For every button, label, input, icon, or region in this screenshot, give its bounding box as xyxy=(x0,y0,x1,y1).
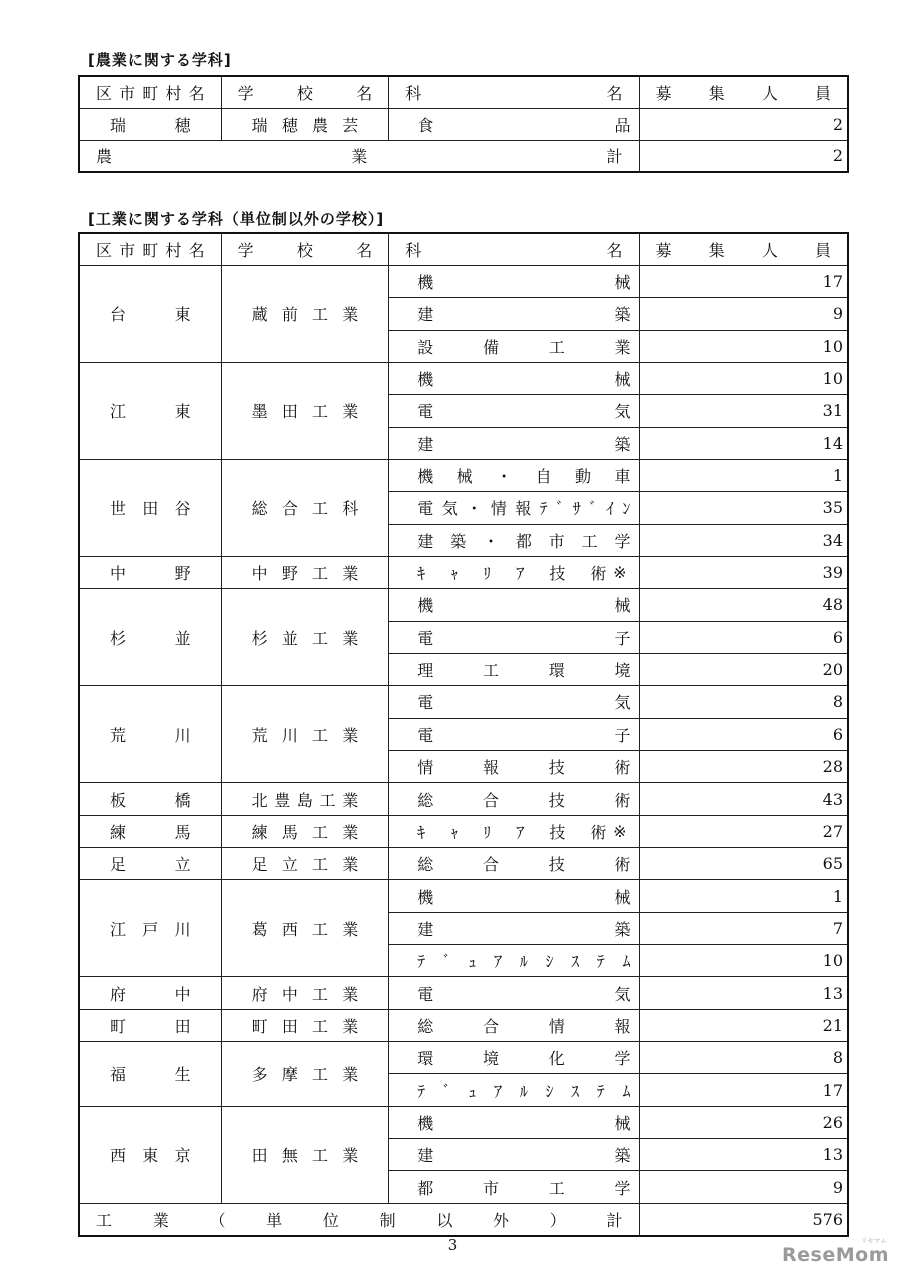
school-cell: 府 中 工 業 xyxy=(221,977,389,1009)
total-row xyxy=(79,140,848,172)
course-cell xyxy=(389,1074,639,1106)
course-name: 機 械 xyxy=(417,887,631,907)
count-cell: 6 xyxy=(639,718,848,750)
count-cell: 6 xyxy=(639,621,848,653)
course-name: 建 築 xyxy=(417,1146,631,1166)
count-cell: 17 xyxy=(639,1074,848,1106)
course-name: 電 気 xyxy=(417,984,631,1004)
course-name: 建 築 xyxy=(417,919,631,939)
agriculture-section-title: [農業に関する学科] xyxy=(88,51,232,69)
header-count: 募 集 人 員 xyxy=(639,233,848,265)
school-cell: 蔵 前 工 業 xyxy=(221,265,389,362)
table-row xyxy=(79,977,848,1009)
count-cell: 28 xyxy=(639,751,848,783)
course-name: 電 子 xyxy=(417,725,631,745)
course-cell xyxy=(389,718,639,750)
note-mark: ※ xyxy=(613,563,627,583)
course-name: 機 械 xyxy=(417,1113,631,1133)
course-cell xyxy=(389,1171,639,1203)
course-name: 電 気 xyxy=(417,402,631,422)
table-row xyxy=(79,108,848,140)
logo-subtext: リセマム xyxy=(861,1238,887,1245)
area-cell: 中 野 xyxy=(79,556,221,588)
course-cell xyxy=(389,298,639,330)
school-cell: 中 野 工 業 xyxy=(221,556,389,588)
course-cell xyxy=(389,686,639,718)
course-name: ｷ ｬ ﾘ ｱ 技 術 xyxy=(417,822,607,842)
school-cell: 北 豊 島 工 業 xyxy=(221,783,389,815)
course-cell xyxy=(389,427,639,459)
count-cell: 8 xyxy=(639,686,848,718)
course-cell xyxy=(389,912,639,944)
school-cell: 足 立 工 業 xyxy=(221,848,389,880)
count-cell: 10 xyxy=(639,362,848,394)
table-header-row xyxy=(79,233,848,265)
course-cell xyxy=(389,1106,639,1138)
count-cell: 10 xyxy=(639,330,848,362)
course-name: 建 築 ・ 都 市 工 学 xyxy=(417,531,631,551)
industry-table xyxy=(78,232,849,1237)
count-cell: 34 xyxy=(639,524,848,556)
course-cell xyxy=(389,945,639,977)
course-cell xyxy=(389,977,639,1009)
logo-text: ReseMom xyxy=(782,1244,889,1266)
course-name: 建 築 xyxy=(417,434,631,454)
school-cell: 杉 並 工 業 xyxy=(221,589,389,686)
total-count: 2 xyxy=(639,140,848,172)
table-row xyxy=(79,783,848,815)
course-cell xyxy=(389,589,639,621)
course-cell xyxy=(389,524,639,556)
area-cell: 板 橋 xyxy=(79,783,221,815)
course-name: 電 気 ・ 情 報 ﾃ ﾞ ｻ ﾞ ｲ ﾝ xyxy=(417,499,631,519)
count-cell: 10 xyxy=(639,945,848,977)
count-cell: 21 xyxy=(639,1009,848,1041)
course-name: ﾃ ﾞ ｭ ｱ ﾙ ｼ ｽ ﾃ ﾑ xyxy=(417,1081,631,1101)
course-cell xyxy=(389,815,639,847)
header-course: 科 名 xyxy=(389,76,639,108)
course-name: 都 市 工 学 xyxy=(417,1178,631,1198)
course-name: 理 工 環 境 xyxy=(417,661,631,681)
course-cell xyxy=(389,1139,639,1171)
table-row xyxy=(79,815,848,847)
course-name: 機 械 xyxy=(417,370,631,390)
header-area: 区 市 町 村 名 xyxy=(79,233,221,265)
course-name: 設 備 工 業 xyxy=(417,337,631,357)
header-count: 募 集 人 員 xyxy=(639,76,848,108)
course-name: 建 築 xyxy=(417,305,631,325)
area-cell: 練 馬 xyxy=(79,815,221,847)
count-cell: 17 xyxy=(639,265,848,297)
course-cell: 食 品 xyxy=(389,108,639,140)
course-name: 情 報 技 術 xyxy=(417,758,631,778)
course-cell xyxy=(389,492,639,524)
count-cell: 8 xyxy=(639,1042,848,1074)
table-row xyxy=(79,459,848,491)
count-cell: 65 xyxy=(639,848,848,880)
count-cell: 27 xyxy=(639,815,848,847)
count-cell: 9 xyxy=(639,1171,848,1203)
course-cell xyxy=(389,653,639,685)
table-row xyxy=(79,589,848,621)
count-cell: 20 xyxy=(639,653,848,685)
school-cell: 墨 田 工 業 xyxy=(221,362,389,459)
total-count: 576 xyxy=(639,1203,848,1235)
count-cell: 35 xyxy=(639,492,848,524)
course-name: 総 合 技 術 xyxy=(417,855,631,875)
total-label: 工 業 （ 単 位 制 以 外 ） 計 xyxy=(79,1203,639,1235)
industry-section-title: [工業に関する学科（単位制以外の学校）] xyxy=(88,210,385,228)
school-cell: 葛 西 工 業 xyxy=(221,880,389,977)
course-name: 機 械 xyxy=(417,596,631,616)
count-cell: 13 xyxy=(639,1139,848,1171)
area-cell: 瑞 穂 xyxy=(79,108,221,140)
agriculture-table xyxy=(78,75,849,173)
course-name: 電 気 xyxy=(417,693,631,713)
table-header-row xyxy=(79,76,848,108)
count-cell: 48 xyxy=(639,589,848,621)
course-cell xyxy=(389,1042,639,1074)
area-cell: 江 東 xyxy=(79,362,221,459)
count-cell: 13 xyxy=(639,977,848,1009)
school-cell: 荒 川 工 業 xyxy=(221,686,389,783)
count-cell: 2 xyxy=(639,108,848,140)
count-cell: 1 xyxy=(639,459,848,491)
course-name: 機 械 ・ 自 動 車 xyxy=(417,467,631,487)
area-cell: 江 戸 川 xyxy=(79,880,221,977)
area-cell: 町 田 xyxy=(79,1009,221,1041)
course-cell xyxy=(389,265,639,297)
area-cell: 台 東 xyxy=(79,265,221,362)
school-cell: 総 合 工 科 xyxy=(221,459,389,556)
school-cell: 多 摩 工 業 xyxy=(221,1042,389,1107)
header-course: 科 名 xyxy=(389,233,639,265)
area-cell: 西 東 京 xyxy=(79,1106,221,1203)
course-cell xyxy=(389,621,639,653)
table-row xyxy=(79,1009,848,1041)
area-cell: 福 生 xyxy=(79,1042,221,1107)
school-cell: 瑞 穂 農 芸 xyxy=(221,108,389,140)
course-name: 総 合 技 術 xyxy=(417,790,631,810)
school-cell: 練 馬 工 業 xyxy=(221,815,389,847)
course-cell xyxy=(389,330,639,362)
count-cell: 7 xyxy=(639,912,848,944)
table-row xyxy=(79,848,848,880)
area-cell: 杉 並 xyxy=(79,589,221,686)
count-cell: 14 xyxy=(639,427,848,459)
table-row xyxy=(79,1106,848,1138)
course-name: 機 械 xyxy=(417,273,631,293)
course-name: 総 合 情 報 xyxy=(417,1016,631,1036)
count-cell: 39 xyxy=(639,556,848,588)
course-name: ﾃ ﾞ ｭ ｱ ﾙ ｼ ｽ ﾃ ﾑ xyxy=(417,952,631,972)
header-area: 区 市 町 村 名 xyxy=(79,76,221,108)
note-mark: ※ xyxy=(613,821,627,841)
course-cell xyxy=(389,459,639,491)
area-cell: 世 田 谷 xyxy=(79,459,221,556)
page-number: 3 xyxy=(447,1236,458,1254)
table-row xyxy=(79,265,848,297)
table-row xyxy=(79,1042,848,1074)
count-cell: 9 xyxy=(639,298,848,330)
header-school: 学 校 名 xyxy=(221,76,389,108)
area-cell: 足 立 xyxy=(79,848,221,880)
count-cell: 43 xyxy=(639,783,848,815)
area-cell: 府 中 xyxy=(79,977,221,1009)
total-row xyxy=(79,1203,848,1235)
course-name: 電 子 xyxy=(417,628,631,648)
course-cell xyxy=(389,751,639,783)
course-cell xyxy=(389,1009,639,1041)
total-label: 農 業 計 xyxy=(79,140,639,172)
school-cell: 田 無 工 業 xyxy=(221,1106,389,1203)
header-school: 学 校 名 xyxy=(221,233,389,265)
course-name: 環 境 化 学 xyxy=(417,1049,631,1069)
count-cell: 1 xyxy=(639,880,848,912)
count-cell: 26 xyxy=(639,1106,848,1138)
resemom-logo xyxy=(782,1238,889,1266)
school-cell: 町 田 工 業 xyxy=(221,1009,389,1041)
course-cell xyxy=(389,556,639,588)
table-row xyxy=(79,880,848,912)
course-cell xyxy=(389,362,639,394)
course-cell xyxy=(389,783,639,815)
course-cell xyxy=(389,880,639,912)
area-cell: 荒 川 xyxy=(79,686,221,783)
course-cell xyxy=(389,395,639,427)
course-cell xyxy=(389,848,639,880)
table-row xyxy=(79,686,848,718)
count-cell: 31 xyxy=(639,395,848,427)
table-row xyxy=(79,362,848,394)
course-name: ｷ ｬ ﾘ ｱ 技 術 xyxy=(417,564,607,584)
table-row xyxy=(79,556,848,588)
